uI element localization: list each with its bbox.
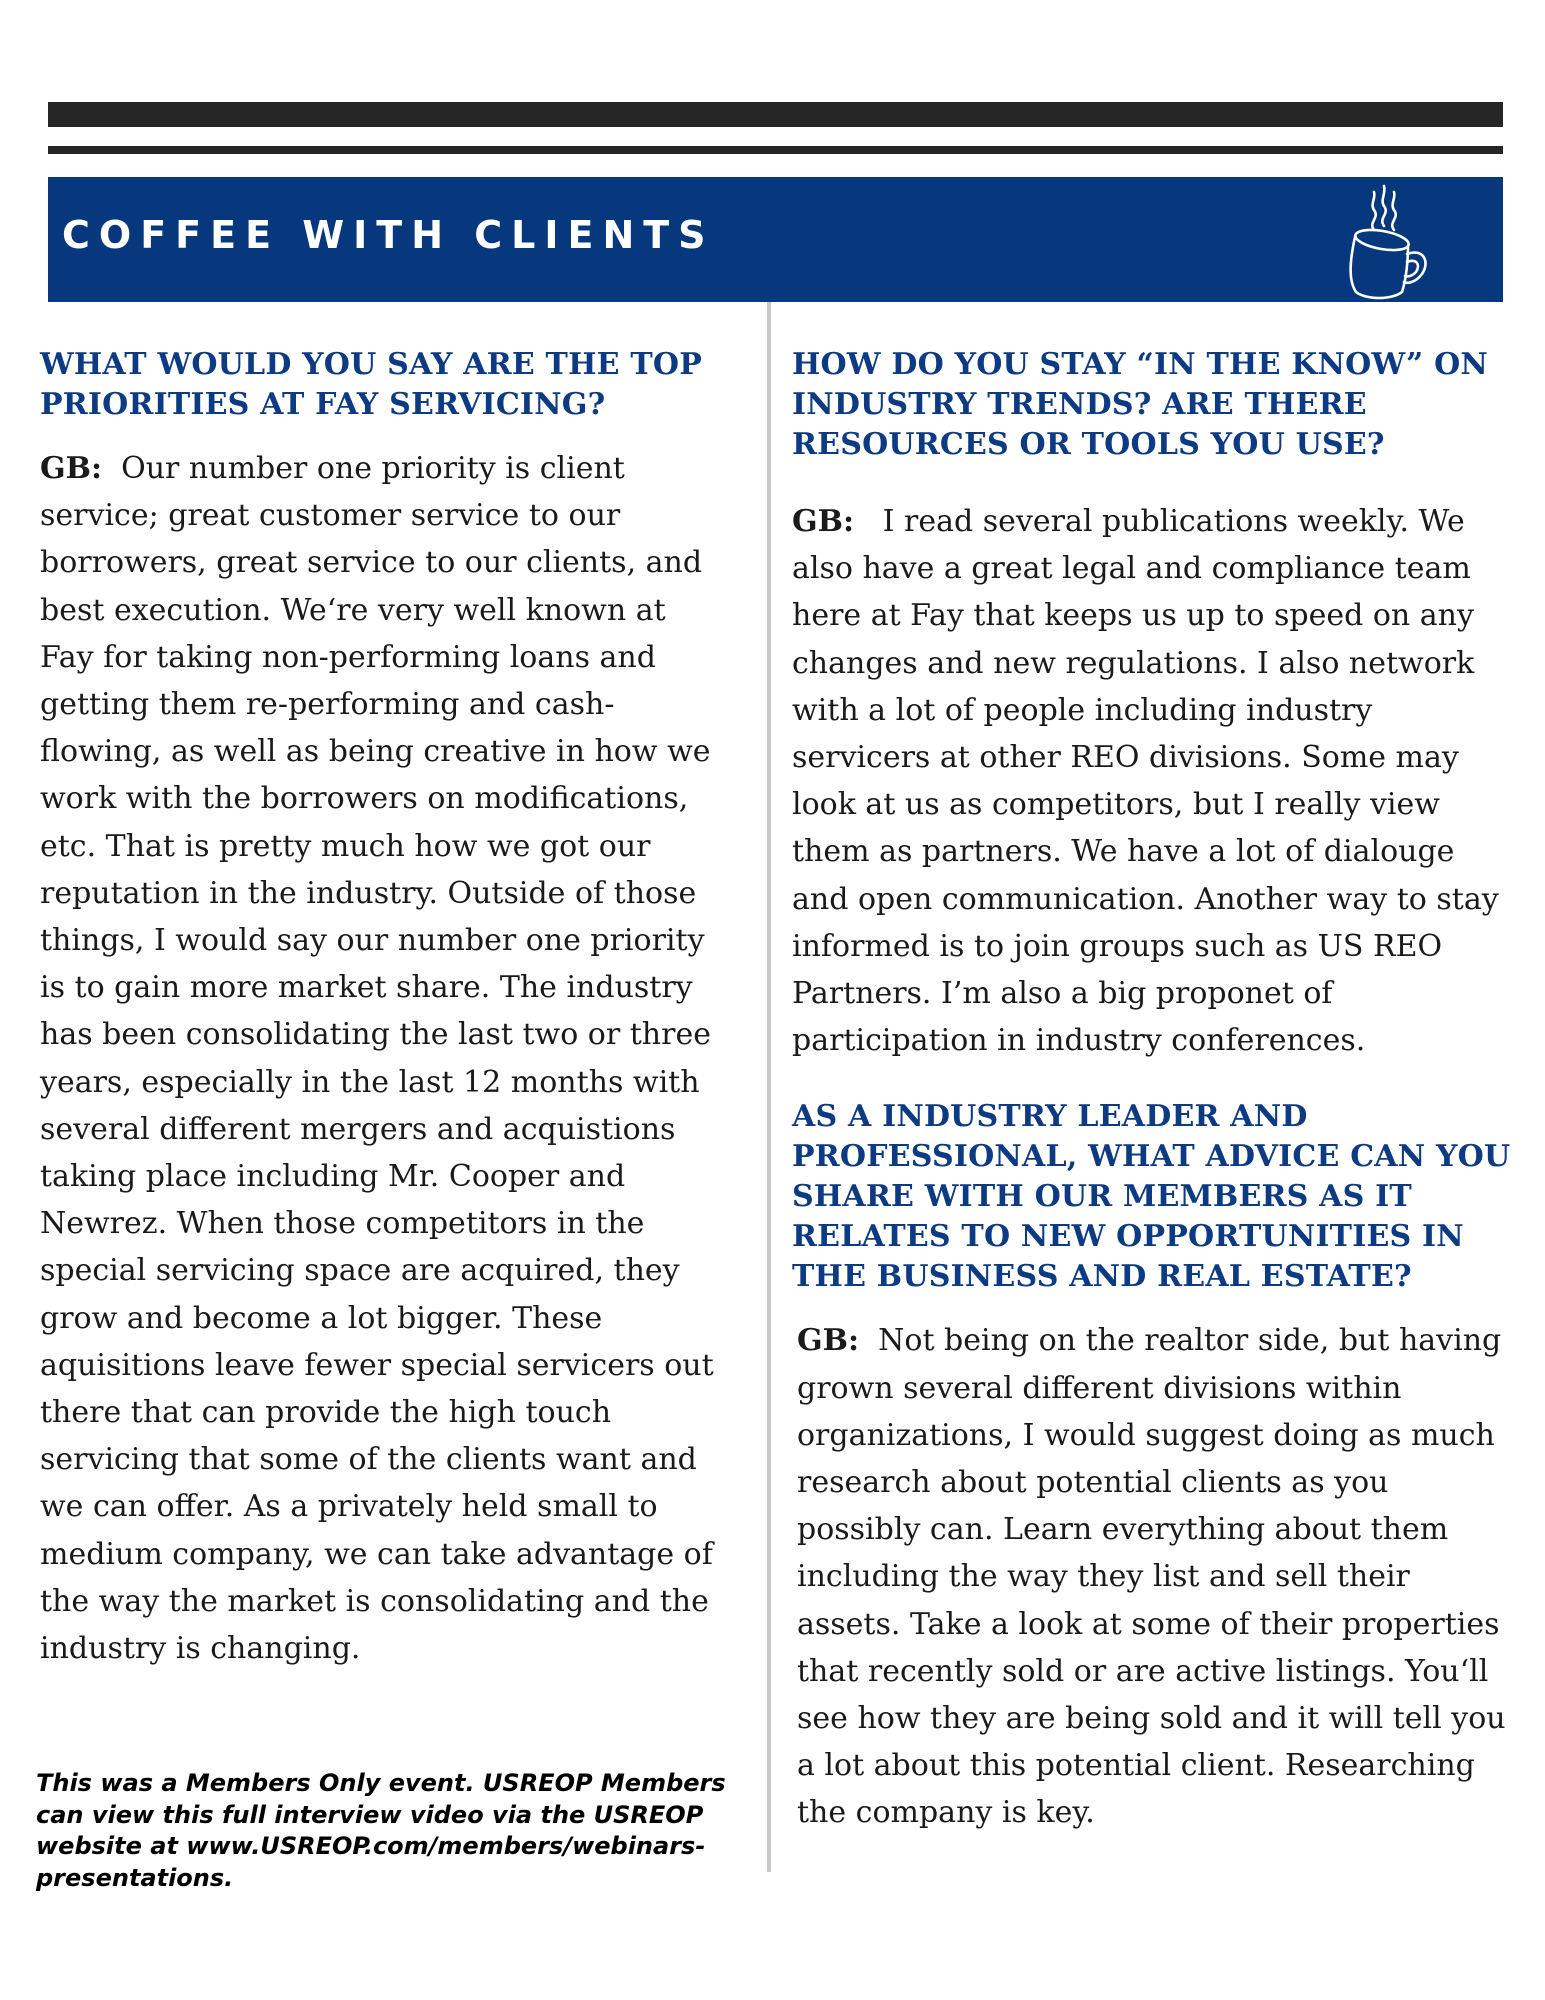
answer-text: Our number one priority is client service; great customer service to our borrowers, great service to our clients, and best execution. We‘re very well known at Fay for taking non-performing loans and getting them re-performing and cash-flowing, as well as being creative in how we work with the borrowers on modifications, etc. That is pretty much how we got our reputation in the industry. Outside of those things, I would say our number one priority is to gain more market share. The industry has been consolidating the last two or three years, especially in the last 12 months with several different mergers and acquistions taking place including Mr. Cooper and Newrez. When those competitors in the special servicing space are acquired, they grow and become a lot bigger. These aquisitions leave fewer special servicers out there that can provide the high touch servicing that some of the clients want and we can offer. As a privately held small to medium company, we can take advantage of the way the market is consolidating and the industry is changing. (40, 451, 714, 1667)
coffee-mug-icon (1330, 180, 1442, 300)
question-top-priorities: WHAT WOULD YOU SAY ARE THE TOP PRIORITIES AT FAY SERVICING? (40, 347, 702, 422)
left-column (40, 345, 720, 1672)
right-column (792, 345, 1512, 1837)
banner-title: COFFEE WITH CLIENTS (62, 213, 715, 257)
question-in-the-know: HOW DO YOU STAY “IN THE KNOW” ON INDUSTRY TRENDS? ARE THERE RESOURCES OR TOOLS YOU USE? (792, 347, 1489, 462)
speaker-label: GB: (792, 504, 855, 539)
top-rule-thin (48, 146, 1503, 154)
speaker-label: GB: (797, 1323, 860, 1359)
question-industry-advice: AS A INDUSTRY LEADER AND PROFESSIONAL, WHAT ADVICE CAN YOU SHARE WITH OUR MEMBERS AS IT RELATES TO NEW OPPORTUNITIES IN THE BUSINESS AND REAL ESTATE? (792, 1099, 1511, 1295)
speaker-label: GB: (40, 451, 103, 486)
answer-text: I read several publications weekly. We also have a great legal and compliance team here at Fay that keeps us up to speed on any changes and new regulations. I also network with a lot of people including industry servicers at other REO divisions. Some may look at us as competitors, but I really view them as partners. We have a lot of dialouge and open communication. Another way to stay informed is to join groups such as US REO Partners. I’m also a big proponet of participation in industry conferences. (792, 504, 1499, 1059)
members-note: This was a Members Only event. USREOP Members can view this full interview video via the USREOP website at www.USREOP.com/members/webinars-presentations. (36, 1769, 726, 1892)
column-divider (767, 302, 771, 1872)
answer-top-priorities (40, 445, 720, 1672)
top-rule-thick (48, 102, 1503, 127)
answer-in-the-know (792, 498, 1512, 1064)
answer-industry-advice (792, 1317, 1512, 1836)
section-banner (48, 177, 1503, 302)
answer-text: Not being on the realtor side, but having grown several different divisions within organizations, I would suggest doing as much research about potential clients as you possibly can. Learn everything about them including the way they list and sell their assets. Take a look at some of their properties that recently sold or are active listings. You‘ll see how they are being sold and it will tell you a lot about this potential client. Researching the company is key. (797, 1323, 1506, 1831)
